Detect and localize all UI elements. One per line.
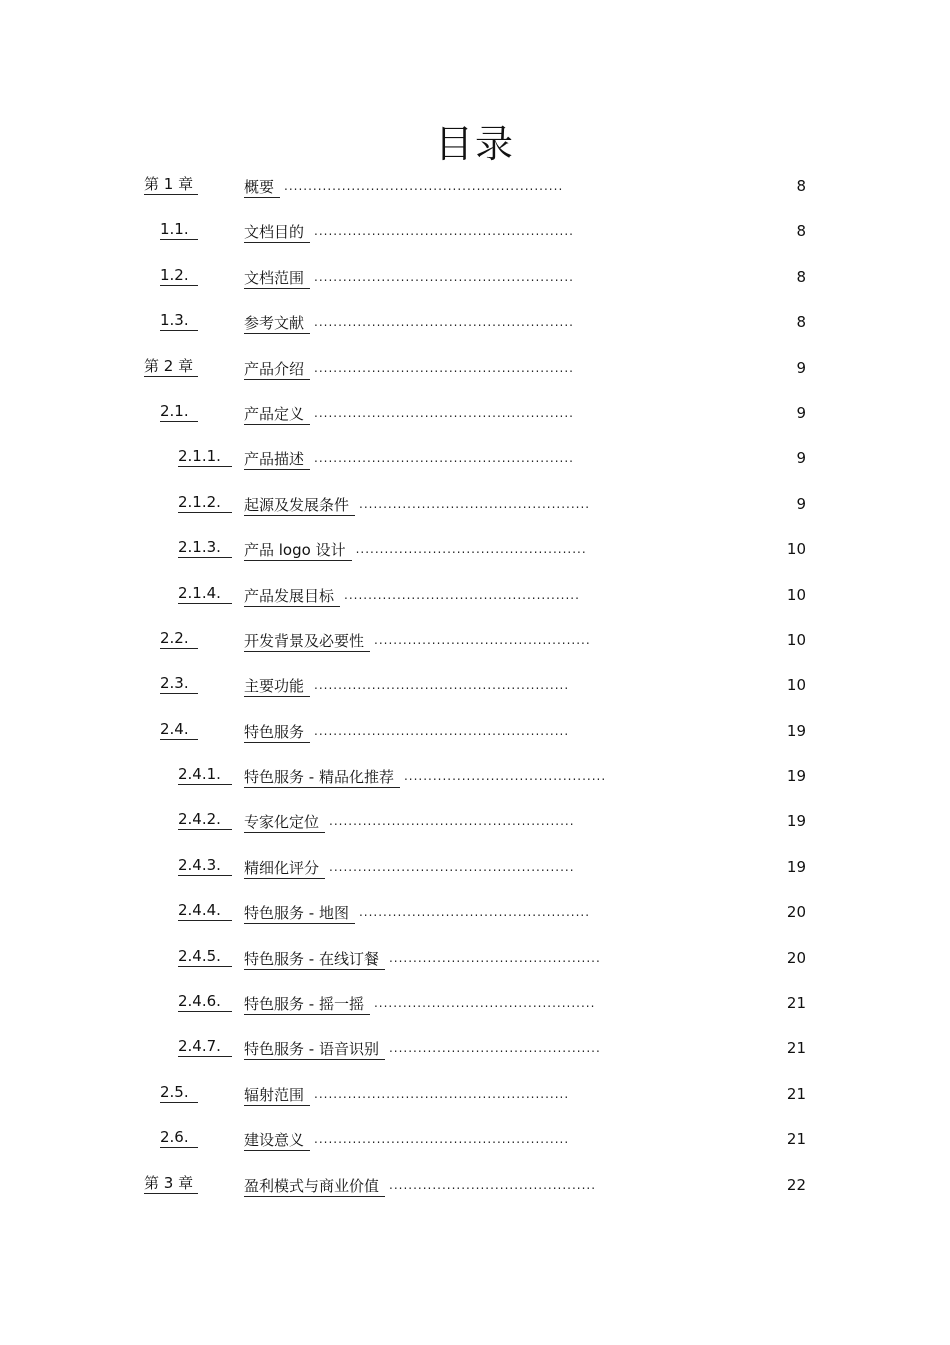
toc-entry[interactable] — [0, 435, 950, 480]
toc-entry-page-number: 19 — [786, 721, 806, 740]
toc-leader-dots: .......................................................... — [284, 179, 564, 193]
toc-entry[interactable] — [0, 299, 950, 344]
toc-leader-dots: ................................................ — [355, 542, 587, 557]
toc-entry-title-wrap — [244, 447, 574, 470]
toc-entry-title-link[interactable]: 辐射范围 — [244, 1086, 310, 1106]
toc-leader-dots: ............................................. — [374, 632, 591, 647]
toc-entry-title-link[interactable]: 特色服务 - 在线订餐 — [244, 950, 385, 970]
toc-entry-line — [0, 674, 950, 696]
toc-entry-page-number: 9 — [796, 403, 806, 422]
toc-entry-title-wrap — [244, 629, 591, 652]
toc-entry-page-number: 9 — [796, 358, 806, 377]
toc-entry-title-wrap — [244, 266, 574, 289]
toc-entry-number[interactable]: 2.4. — [160, 720, 198, 740]
toc-entry-number[interactable]: 2.4.5. — [178, 947, 232, 967]
toc-entry-line — [0, 402, 950, 424]
toc-entry-title-wrap — [244, 720, 569, 743]
toc-entry-number[interactable]: 2.1.4. — [178, 584, 232, 604]
toc-entry-number[interactable]: 2.4.1. — [178, 765, 232, 785]
toc-entry-number[interactable]: 第 1 章 — [144, 175, 198, 195]
toc-entry-title-link[interactable]: 起源及发展条件 — [244, 496, 355, 516]
toc-entry-line — [0, 493, 950, 515]
toc-entry-title-wrap — [244, 1037, 601, 1060]
toc-entry-line — [0, 720, 950, 742]
toc-entry-line — [0, 220, 950, 242]
toc-entry-line — [0, 538, 950, 560]
toc-entry-page-number: 20 — [786, 903, 806, 922]
toc-leader-dots: ...................................................... — [314, 360, 574, 375]
toc-entry-number[interactable]: 2.5. — [160, 1083, 198, 1103]
toc-entry[interactable] — [0, 1116, 950, 1161]
toc-entry-number[interactable]: 2.3. — [160, 674, 198, 694]
toc-leader-dots: ..................................................... — [314, 678, 570, 693]
toc-entry-page-number: 9 — [796, 494, 806, 513]
toc-leader-dots: ...................................................... — [314, 224, 574, 239]
toc-leader-dots: ...................................................... — [314, 269, 574, 284]
toc-entry-title-wrap — [244, 1083, 569, 1106]
toc-leader-dots: ...................................................... — [314, 451, 574, 466]
toc-entry-title-wrap — [244, 810, 575, 833]
toc-entry-title-link[interactable]: 建设意义 — [244, 1131, 310, 1151]
toc-leader-dots: ...................................................... — [314, 315, 574, 330]
toc-leader-dots: ................................................ — [358, 905, 591, 920]
toc-entry-line — [0, 810, 950, 832]
toc-entry-number[interactable]: 2.4.6. — [178, 992, 232, 1012]
toc-entry-line — [0, 1083, 950, 1105]
toc-entry-line — [0, 765, 950, 787]
toc-entry-title-wrap — [244, 538, 587, 561]
toc-entry-title-wrap — [244, 493, 590, 516]
toc-entry[interactable] — [0, 708, 950, 753]
toc-leader-dots: ..................................................... — [314, 1086, 570, 1101]
toc-entry-number[interactable]: 2.1.1. — [178, 447, 232, 467]
toc-entry-page-number: 22 — [786, 1175, 806, 1194]
toc-entry-page-number: 10 — [786, 630, 806, 649]
toc-entry-number[interactable]: 1.1. — [160, 220, 198, 240]
toc-entry-title-wrap — [244, 584, 580, 607]
toc-entry[interactable] — [0, 980, 950, 1025]
toc-entry-number[interactable]: 2.1. — [160, 402, 198, 422]
toc-entry-page-number: 10 — [786, 540, 806, 559]
toc-entry-title-link[interactable]: 特色服务 - 地图 — [244, 904, 355, 924]
toc-entry-line — [0, 856, 950, 878]
toc-entry[interactable] — [0, 163, 950, 208]
toc-entry-number[interactable]: 2.2. — [160, 629, 198, 649]
toc-entry-title-wrap — [244, 992, 595, 1015]
toc-entry-title-wrap — [244, 856, 575, 879]
toc-entry-number[interactable]: 1.2. — [160, 266, 198, 286]
toc-entry-line — [0, 1174, 950, 1196]
toc-entry-number[interactable]: 2.4.4. — [178, 901, 232, 921]
toc-entry-title-link[interactable]: 盈利模式与商业价值 — [244, 1177, 385, 1197]
toc-entry-line — [0, 629, 950, 651]
toc-entry-page-number: 21 — [786, 1130, 806, 1149]
toc-leader-dots: ........................................... — [389, 1177, 597, 1192]
toc-entry[interactable] — [0, 481, 950, 526]
toc-entry-number[interactable]: 第 2 章 — [144, 357, 198, 377]
toc-leader-dots: ............................................ — [388, 1041, 601, 1056]
toc-entry-title-link[interactable]: 主要功能 — [244, 677, 310, 697]
toc-entry-title-link[interactable]: 文档范围 — [244, 269, 310, 289]
toc-entry-number[interactable]: 2.4.2. — [178, 810, 232, 830]
toc-entry-title-link[interactable]: 产品发展目标 — [244, 587, 340, 607]
toc-entry-number[interactable]: 2.6. — [160, 1128, 198, 1148]
toc-entry-line — [0, 1128, 950, 1150]
toc-entry-page-number: 10 — [786, 676, 806, 695]
toc-entry-page-number: 19 — [786, 857, 806, 876]
toc-entry-line — [0, 584, 950, 606]
toc-entry-title-link[interactable]: 文档目的 — [244, 223, 310, 243]
toc-entry-title-link[interactable]: 产品 logo 设计 — [244, 541, 352, 561]
toc-entry[interactable] — [0, 208, 950, 253]
toc-entry-page-number: 20 — [786, 948, 806, 967]
toc-leader-dots: ..................................................... — [314, 723, 570, 738]
toc-entry-title-link[interactable]: 开发背景及必要性 — [244, 632, 370, 652]
toc-entry-number[interactable]: 2.4.7. — [178, 1037, 232, 1057]
toc-entry-line — [0, 992, 950, 1014]
toc-entry-line — [0, 175, 950, 197]
toc-entry-page-number: 21 — [786, 1039, 806, 1058]
toc-entry-line — [0, 901, 950, 923]
toc-entry[interactable] — [0, 526, 950, 571]
toc-entry-title-wrap — [244, 402, 574, 425]
toc-entry-title-wrap — [244, 1174, 596, 1197]
toc-entry[interactable] — [0, 662, 950, 707]
toc-entry-title-link[interactable]: 特色服务 — [244, 723, 310, 743]
table-of-contents — [0, 163, 950, 1207]
toc-entry-title-wrap — [244, 357, 574, 380]
toc-entry-title-link[interactable]: 专家化定位 — [244, 813, 325, 833]
toc-entry-number[interactable]: 2.1.3. — [178, 538, 232, 558]
toc-entry-title-link[interactable]: 特色服务 - 摇一摇 — [244, 995, 370, 1015]
toc-leader-dots: ................................................ — [359, 496, 591, 511]
toc-entry-line — [0, 1037, 950, 1059]
toc-entry-title-wrap — [244, 311, 574, 334]
page-title: 目录 — [434, 122, 515, 166]
toc-entry[interactable] — [0, 844, 950, 889]
toc-entry-title-link[interactable]: 参考文献 — [244, 314, 310, 334]
toc-entry-title-link[interactable]: 特色服务 - 语音识别 — [244, 1040, 385, 1060]
toc-entry-page-number: 8 — [796, 267, 806, 286]
toc-entry[interactable] — [0, 1162, 950, 1207]
toc-entry-title-link[interactable]: 产品介绍 — [244, 360, 310, 380]
toc-entry[interactable] — [0, 889, 950, 934]
toc-entry-page-number: 9 — [796, 449, 806, 468]
toc-entry-title-wrap — [244, 765, 606, 788]
toc-entry-page-number: 8 — [796, 222, 806, 241]
toc-entry[interactable] — [0, 390, 950, 435]
toc-entry[interactable] — [0, 617, 950, 662]
toc-entry-page-number: 21 — [786, 1084, 806, 1103]
toc-entry-page-number: 19 — [786, 767, 806, 786]
toc-leader-dots: ................................................... — [329, 859, 575, 874]
toc-entry-title-link[interactable]: 产品描述 — [244, 450, 310, 470]
toc-entry-title-link[interactable]: 精细化评分 — [244, 859, 325, 879]
toc-leader-dots: .............................................. — [373, 996, 596, 1011]
toc-entry-title-wrap — [244, 220, 574, 243]
toc-entry-line — [0, 311, 950, 333]
toc-leader-dots: ................................................... — [329, 814, 575, 829]
toc-entry-line — [0, 266, 950, 288]
toc-leader-dots: ............................................ — [388, 950, 601, 965]
toc-entry[interactable] — [0, 345, 950, 390]
toc-entry-page-number: 8 — [796, 177, 806, 195]
toc-entry[interactable] — [0, 798, 950, 843]
toc-entry-title-wrap — [244, 175, 563, 198]
toc-entry-page-number: 21 — [786, 994, 806, 1013]
toc-entry[interactable] — [0, 935, 950, 980]
toc-entry-title-link[interactable]: 概要 — [244, 178, 280, 198]
toc-entry-number[interactable]: 2.1.2. — [178, 493, 232, 513]
toc-entry[interactable] — [0, 1071, 950, 1116]
toc-leader-dots: .......................................... — [403, 769, 607, 784]
toc-entry-line — [0, 357, 950, 379]
toc-entry[interactable] — [0, 254, 950, 299]
toc-entry[interactable] — [0, 1025, 950, 1070]
toc-leader-dots: ...................................................... — [314, 405, 574, 420]
toc-entry-line — [0, 947, 950, 969]
toc-entry-title-wrap — [244, 1128, 569, 1151]
toc-entry-page-number: 8 — [796, 313, 806, 332]
toc-entry-title-link[interactable]: 产品定义 — [244, 405, 310, 425]
toc-entry-page-number: 10 — [786, 585, 806, 604]
toc-leader-dots: ................................................. — [344, 587, 580, 602]
toc-entry-number[interactable]: 第 3 章 — [144, 1174, 198, 1194]
toc-leader-dots: ..................................................... — [314, 1132, 570, 1147]
toc-entry-title-wrap — [244, 901, 590, 924]
toc-entry[interactable] — [0, 572, 950, 617]
toc-entry-page-number: 19 — [786, 812, 806, 831]
toc-entry-title-wrap — [244, 947, 601, 970]
toc-entry-title-link[interactable]: 特色服务 - 精品化推荐 — [244, 768, 400, 788]
toc-entry-number[interactable]: 2.4.3. — [178, 856, 232, 876]
toc-entry[interactable] — [0, 753, 950, 798]
toc-entry-number[interactable]: 1.3. — [160, 311, 198, 331]
toc-entry-title-wrap — [244, 674, 569, 697]
toc-entry-line — [0, 447, 950, 469]
